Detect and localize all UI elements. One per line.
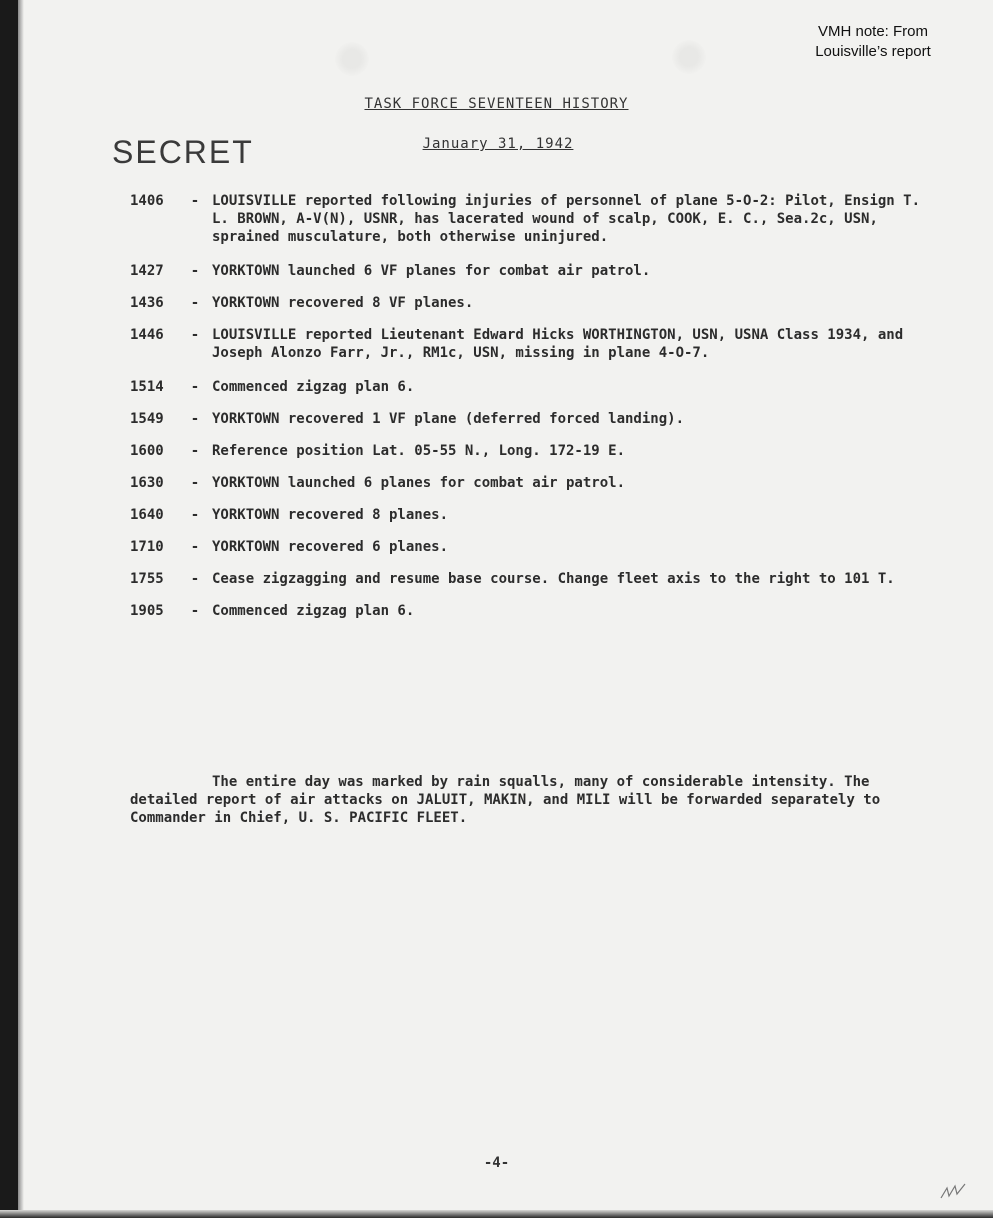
document-title: TASK FORCE SEVENTEEN HISTORY [364,96,629,112]
entry-time: 1549 [130,411,164,427]
archivist-note [803,22,943,62]
entry-dash: - [190,443,200,459]
entry-dash: - [190,379,200,395]
classification-stamp: SECRET [112,134,254,170]
log-entry [130,262,920,280]
entry-text: YORKTOWN launched 6 VF planes for combat air patrol. [212,263,651,279]
entry-dash: - [190,571,200,587]
entry-time: 1640 [130,507,164,523]
log-entry [130,602,920,620]
entry-dash: - [190,411,200,427]
log-entry [130,410,920,428]
log-entry [130,506,920,524]
entry-dash: - [190,295,200,311]
entry-time: 1436 [130,295,164,311]
log-entry [130,570,920,588]
log-entry [130,192,920,246]
entry-text: Cease zigzagging and resume base course. Change fleet axis to the right to 101 T. [212,571,895,587]
entry-text: YORKTOWN recovered 6 planes. [212,539,449,555]
entry-dash: - [190,193,200,209]
summary-paragraph: The entire day was marked by rain squalls, many of considerable intensity. The detailed report of air attacks on JALUIT, MAKIN, and MILI will be forwarded separately to Commander in Chief, U. S. PACIFIC FLEET. [130,774,881,826]
scan-left-edge [0,0,18,1218]
entry-text: LOUISVILLE reported Lieutenant Edward Hicks WORTHINGTON, USN, USNA Class 1934, and Joseph Alonzo Farr, Jr., RM1c, USN, missing in plane 4-O-7. [212,327,904,361]
entry-dash: - [190,327,200,343]
entry-time: 1600 [130,443,164,459]
entry-dash: - [190,263,200,279]
entry-text: YORKTOWN launched 6 planes for combat air patrol. [212,475,626,491]
note-line-1: VMH note: From [817,23,929,40]
scan-bottom-edge [0,1210,993,1218]
entry-dash: - [190,475,200,491]
scan-edge-shadow [18,0,24,1218]
log-entry [130,378,920,396]
entry-text: YORKTOWN recovered 8 VF planes. [212,295,474,311]
entry-dash: - [190,507,200,523]
entry-time: 1710 [130,539,164,555]
entry-time: 1427 [130,263,164,279]
entry-time: 1905 [130,603,164,619]
entry-time: 1446 [130,327,164,343]
entry-time: 1630 [130,475,164,491]
entry-text: YORKTOWN recovered 1 VF plane (deferred forced landing). [212,411,685,427]
log-entry [130,294,920,312]
entry-time: 1755 [130,571,164,587]
log-entry [130,474,920,492]
log-entries [130,192,920,620]
log-entry [130,442,920,460]
log-entry [130,538,920,556]
entry-time: 1514 [130,379,164,395]
entry-text: Commenced zigzag plan 6. [212,379,415,395]
entry-text: Reference position Lat. 05-55 N., Long. 172-19 E. [212,443,626,459]
entry-text: Commenced zigzag plan 6. [212,603,415,619]
pencil-mark [939,1180,969,1202]
page-number: -4- [483,1155,510,1171]
log-entry [130,326,920,362]
document-date: January 31, 1942 [422,136,574,152]
punch-hole-mark [672,40,706,74]
entry-dash: - [190,603,200,619]
entry-dash: - [190,539,200,555]
entry-time: 1406 [130,193,164,209]
entry-text: LOUISVILLE reported following injuries of personnel of plane 5-O-2: Pilot, Ensign T. L. BROWN, A-V(N), USNR, has lacerated wound of scalp, COOK, E. C., Sea.2c, USN, sprained musculature, both otherwise uninjured. [212,193,921,245]
entry-text: YORKTOWN recovered 8 planes. [212,507,449,523]
note-line-2: Louisville’s report [815,43,931,60]
punch-hole-mark [335,42,369,76]
